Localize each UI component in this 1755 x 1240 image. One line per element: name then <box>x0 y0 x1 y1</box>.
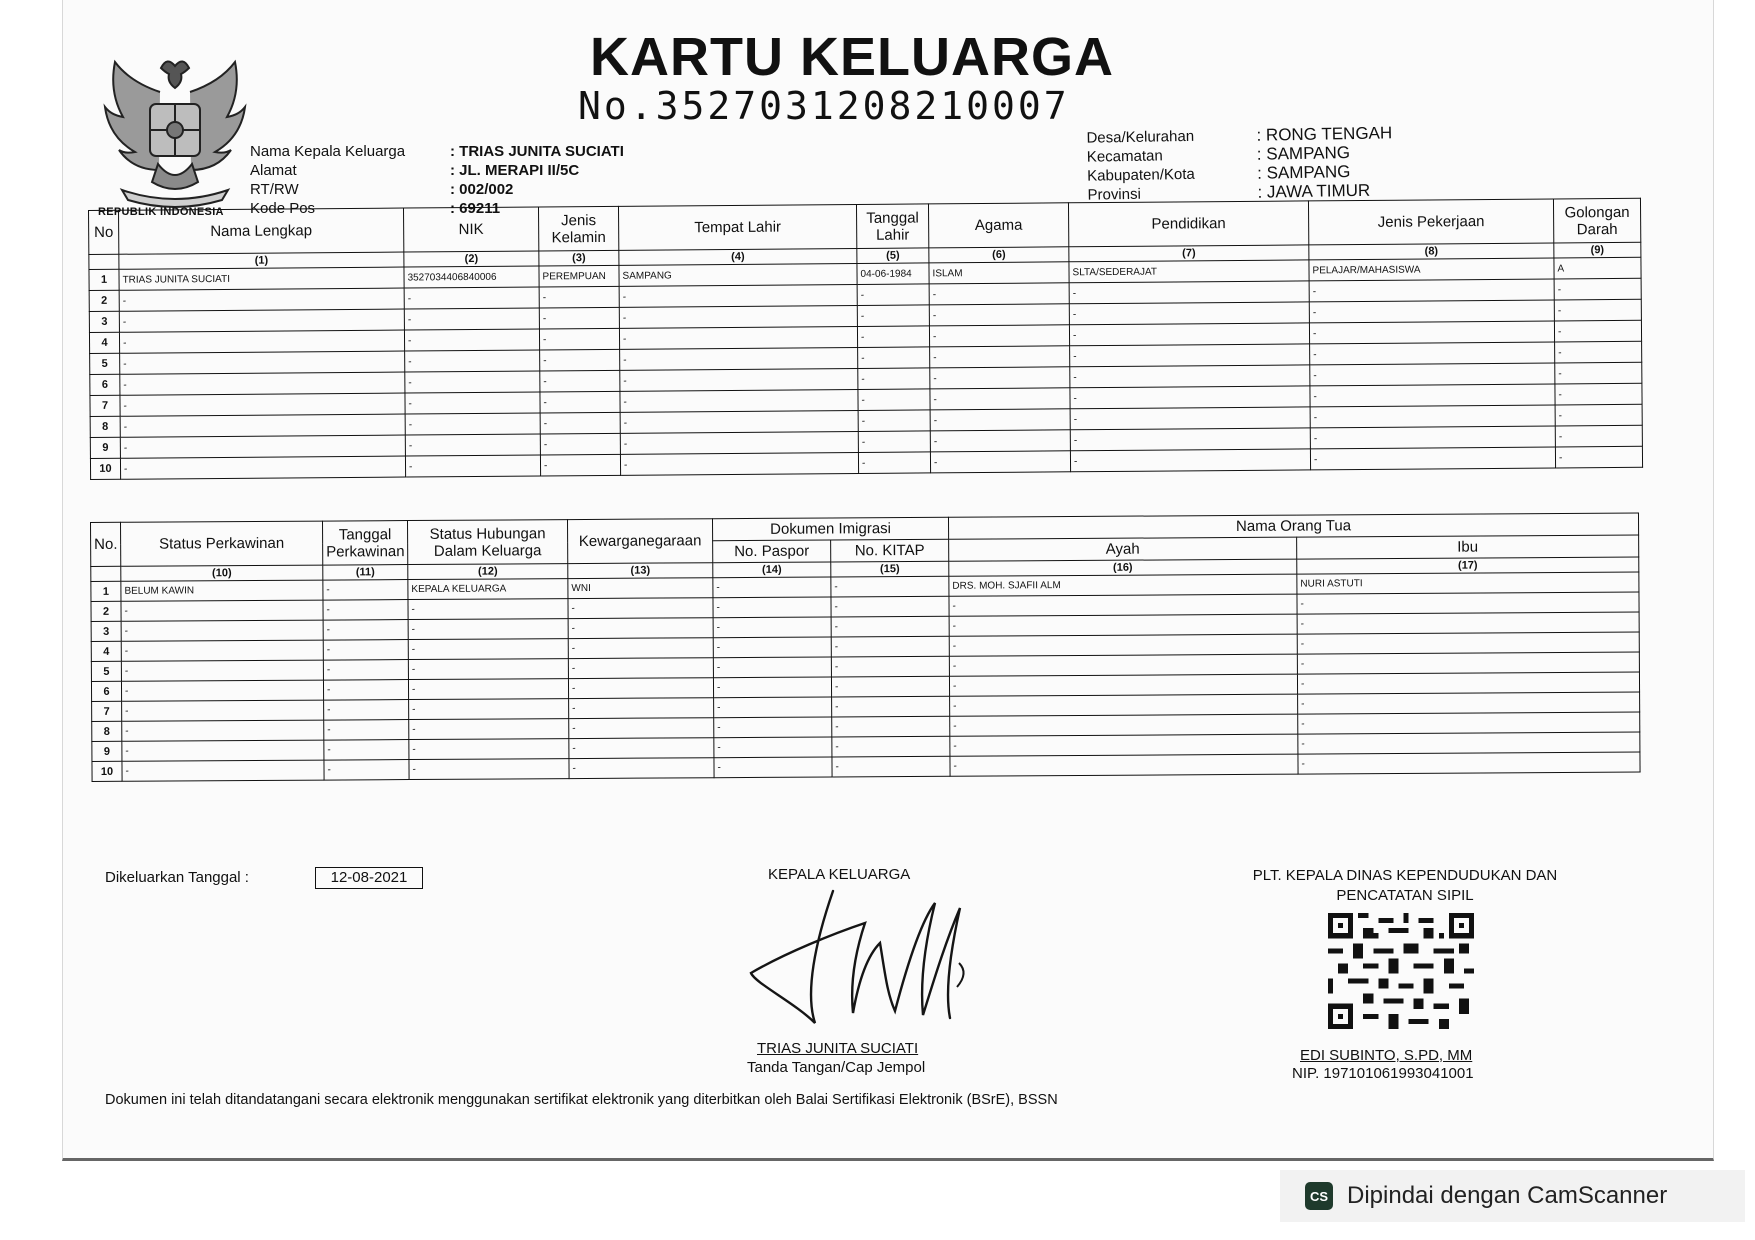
table-cell: - <box>120 414 405 437</box>
table-cell: - <box>714 757 832 778</box>
table-cell: - <box>1298 692 1640 714</box>
table-cell: - <box>540 433 620 455</box>
row-number: 1 <box>91 581 121 601</box>
column-index: (7) <box>1069 245 1309 262</box>
table-cell: - <box>323 660 408 681</box>
table-cell: - <box>120 372 405 395</box>
table-cell: - <box>540 370 620 392</box>
column-index: (9) <box>1554 242 1641 258</box>
table-cell: - <box>832 756 950 777</box>
table-cell: - <box>1297 612 1639 634</box>
table-cell: - <box>1297 652 1639 674</box>
emblem-caption: REPUBLIK INDONESIA <box>98 206 224 218</box>
issued-date-value: 12-08-2021 <box>315 867 423 889</box>
column-index: (12) <box>408 564 568 580</box>
table-cell: - <box>1069 281 1309 304</box>
table-cell: - <box>831 636 949 657</box>
col-header: Golongan Darah <box>1553 198 1640 243</box>
table-cell: - <box>949 594 1297 616</box>
table-cell: - <box>713 677 831 698</box>
table-cell: - <box>713 597 831 618</box>
row-number: 10 <box>90 458 120 479</box>
table-cell: - <box>1297 592 1639 614</box>
table-cell: - <box>858 452 930 474</box>
col-header: Ayah <box>949 537 1297 561</box>
table-cell: - <box>1555 425 1642 447</box>
table-cell: - <box>119 309 404 332</box>
table-cell: - <box>408 639 568 660</box>
table-cell: - <box>323 580 408 601</box>
field-label: Kecamatan <box>1086 147 1163 166</box>
signature-caption: Tanda Tangan/Cap Jempol <box>747 1059 926 1076</box>
table-cell: DRS. MOH. SJAFII ALM <box>949 574 1297 596</box>
field-value: : 69211 <box>450 200 501 217</box>
table-cell: - <box>832 716 950 737</box>
table-cell: - <box>569 718 714 739</box>
table-cell: - <box>930 388 1070 410</box>
table-cell: - <box>1069 302 1309 325</box>
table-cell: - <box>1554 299 1641 321</box>
column-index: (8) <box>1309 243 1554 260</box>
table-cell: - <box>713 617 831 638</box>
table-cell: - <box>323 620 408 641</box>
garuda-emblem-icon <box>100 52 250 217</box>
table-cell: - <box>568 598 713 619</box>
table-cell: - <box>1070 449 1310 472</box>
field-label: Provinsi <box>1087 185 1142 204</box>
table-cell: 04-06-1984 <box>857 263 929 285</box>
official-name: EDI SUBINTO, S.PD, MM <box>1300 1047 1473 1064</box>
table-cell: PELAJAR/MAHASISWA <box>1309 258 1554 281</box>
column-index: (14) <box>713 562 831 578</box>
table-cell: - <box>409 739 569 760</box>
official-nip: NIP. 197101061993041001 <box>1292 1065 1474 1082</box>
table-cell: - <box>1297 632 1639 654</box>
field-label: Alamat <box>250 162 297 179</box>
table-cell: - <box>121 660 323 681</box>
col-header: Agama <box>928 203 1068 248</box>
table-cell: - <box>539 286 619 308</box>
table-cell: - <box>323 600 408 621</box>
table-cell: - <box>858 347 930 369</box>
table-cell: - <box>121 640 323 661</box>
col-header: Jenis Pekerjaan <box>1308 199 1553 245</box>
table-cell: - <box>540 454 620 476</box>
table-cell: - <box>1555 362 1642 384</box>
table-cell: - <box>858 368 930 390</box>
table-cell: - <box>539 307 619 329</box>
table-cell: - <box>620 347 858 370</box>
table-cell: - <box>714 737 832 758</box>
table-cell: - <box>1309 321 1554 344</box>
col-header: No. Paspor <box>713 540 831 563</box>
table-cell: - <box>323 640 408 661</box>
table-cell: - <box>1310 447 1555 470</box>
column-index: (15) <box>831 561 949 577</box>
table-cell: - <box>1298 752 1640 774</box>
row-number: 1 <box>89 269 119 290</box>
family-info-row <box>250 161 624 180</box>
handwritten-signature <box>745 883 975 1033</box>
table-cell: - <box>832 736 950 757</box>
members-table <box>88 198 1643 480</box>
table-cell: - <box>620 368 858 391</box>
field-label: Nama Kepala Keluarga <box>250 143 406 160</box>
table-cell: - <box>408 679 568 700</box>
table-cell: - <box>405 350 540 372</box>
table-cell: - <box>619 326 857 349</box>
col-header: Dokumen Imigrasi <box>712 517 948 540</box>
table-cell: - <box>1554 320 1641 342</box>
table-cell: SAMPANG <box>619 263 857 286</box>
table-cell: - <box>620 452 858 475</box>
table-cell: - <box>120 393 405 416</box>
col-header: Tempat Lahir <box>618 204 856 250</box>
table-cell: - <box>713 637 831 658</box>
table-cell: - <box>1310 426 1555 449</box>
table-cell: - <box>1070 386 1310 409</box>
table-cell: 3527034406840006 <box>404 266 539 288</box>
table-cell: - <box>540 391 620 413</box>
table-cell: - <box>405 434 540 456</box>
field-label: RT/RW <box>250 181 299 198</box>
col-header: Ibu <box>1297 535 1639 559</box>
field-value: : JAWA TIMUR <box>1257 180 1371 202</box>
col-header: No. KITAP <box>831 539 949 562</box>
table-cell: - <box>408 619 568 640</box>
table-cell: - <box>1555 341 1642 363</box>
table-cell: WNI <box>568 578 713 599</box>
table-cell: - <box>950 694 1298 716</box>
table-cell: - <box>404 287 539 309</box>
table-cell: BELUM KAWIN <box>121 580 323 601</box>
table-cell: - <box>858 431 930 453</box>
table-cell: - <box>539 328 619 350</box>
table-cell: - <box>404 329 539 351</box>
table-cell: - <box>120 435 405 458</box>
col-header: No. <box>91 522 121 566</box>
table-cell: - <box>858 410 930 432</box>
column-index <box>89 254 119 269</box>
table-cell: - <box>1310 363 1555 386</box>
field-value: : SAMPANG <box>1256 143 1351 164</box>
column-index <box>91 566 121 581</box>
table-cell: - <box>405 413 540 435</box>
column-index: (3) <box>539 250 619 266</box>
table-cell: - <box>831 576 949 597</box>
table-cell: - <box>714 717 832 738</box>
table-cell: - <box>930 346 1070 368</box>
table-cell: - <box>324 740 409 761</box>
table-cell: - <box>857 305 929 327</box>
col-header: Tanggal Lahir <box>856 204 928 249</box>
column-index: (6) <box>929 247 1069 263</box>
table-cell: - <box>540 412 620 434</box>
table-cell: - <box>930 451 1070 473</box>
table-cell: - <box>714 697 832 718</box>
table-cell: - <box>121 600 323 621</box>
table-cell: - <box>713 657 831 678</box>
table-cell: - <box>122 760 324 781</box>
head-of-family-name: TRIAS JUNITA SUCIATI <box>757 1040 919 1057</box>
table-cell: - <box>1555 383 1642 405</box>
table-cell: - <box>929 304 1069 326</box>
field-value: : JL. MERAPI II/5C <box>450 162 580 179</box>
column-index: (4) <box>619 248 857 265</box>
table-cell: - <box>1298 732 1640 754</box>
field-value: : 002/002 <box>450 181 514 198</box>
table-cell: - <box>120 456 405 479</box>
field-label: Desa/Kelurahan <box>1086 127 1195 147</box>
row-number: 5 <box>91 661 121 681</box>
table-cell: - <box>831 676 949 697</box>
table-cell: - <box>950 734 1298 756</box>
field-label: Kabupaten/Kota <box>1087 165 1195 185</box>
family-info-row <box>250 180 624 199</box>
table-cell: - <box>569 738 714 759</box>
table-cell: NURI ASTUTI <box>1297 572 1639 594</box>
column-index: (13) <box>568 563 713 579</box>
col-header: Tanggal Perkawinan <box>322 521 407 566</box>
table-cell: - <box>831 596 949 617</box>
table-cell: - <box>323 680 408 701</box>
column-index: (1) <box>119 252 404 269</box>
table-cell: - <box>120 351 405 374</box>
table-cell: - <box>1555 404 1642 426</box>
table-cell: - <box>620 431 858 454</box>
table-cell: - <box>569 758 714 779</box>
table-cell: - <box>713 577 831 598</box>
table-cell: - <box>568 678 713 699</box>
column-index: (5) <box>857 248 929 264</box>
column-index: (16) <box>949 559 1297 576</box>
table-cell: - <box>857 284 929 306</box>
row-number: 5 <box>90 353 120 374</box>
row-number: 3 <box>91 621 121 641</box>
column-index: (17) <box>1297 557 1639 574</box>
table-cell: - <box>1309 279 1554 302</box>
table-cell: - <box>119 288 404 311</box>
field-label: Kode Pos <box>250 200 316 217</box>
table-cell: - <box>930 409 1070 431</box>
table-cell: - <box>409 699 569 720</box>
row-number: 3 <box>89 311 119 332</box>
table-cell: - <box>858 389 930 411</box>
family-card-number: No.3527031208210007 <box>578 84 1070 128</box>
head-of-family-title: KEPALA KELUARGA <box>768 866 911 883</box>
col-header: Nama Orang Tua <box>948 513 1638 539</box>
table-cell: - <box>405 455 540 477</box>
table-cell: - <box>568 618 713 639</box>
row-number: 4 <box>91 641 121 661</box>
table-cell: - <box>930 430 1070 452</box>
issued-date-label: Dikeluarkan Tanggal : <box>105 869 249 886</box>
table-cell: - <box>857 326 929 348</box>
table-cell: - <box>832 696 950 717</box>
table-cell: - <box>1298 712 1640 734</box>
table-cell: - <box>1554 278 1641 300</box>
row-number: 10 <box>92 761 122 781</box>
table-cell: PEREMPUAN <box>539 265 619 287</box>
table-cell: - <box>409 759 569 780</box>
table-cell: - <box>1310 384 1555 407</box>
table-cell: - <box>1069 323 1309 346</box>
table-cell: ISLAM <box>929 262 1069 284</box>
table-cell: TRIAS JUNITA SUCIATI <box>119 267 404 290</box>
table-cell: - <box>121 680 323 701</box>
row-number: 7 <box>92 701 122 721</box>
table-cell: - <box>1310 342 1555 365</box>
table-cell: - <box>949 634 1297 656</box>
table-cell: - <box>408 659 568 680</box>
col-header: Status Hubungan Dalam Keluarga <box>407 520 567 565</box>
column-index: (10) <box>121 565 323 581</box>
table-cell: - <box>119 330 404 353</box>
table-cell: - <box>949 654 1297 676</box>
field-value: : TRIAS JUNITA SUCIATI <box>450 143 624 160</box>
field-value: : RONG TENGAH <box>1256 123 1393 145</box>
row-number: 9 <box>90 437 120 458</box>
table-cell: - <box>122 740 324 761</box>
row-number: 6 <box>90 374 120 395</box>
column-index: (2) <box>404 251 539 267</box>
col-header: Kewarganegaraan <box>567 519 712 564</box>
table-cell: - <box>949 674 1297 696</box>
table-cell: - <box>929 325 1069 347</box>
document-title: KARTU KELUARGA <box>590 27 1114 87</box>
row-number: 8 <box>92 721 122 741</box>
table-cell: - <box>619 284 857 307</box>
table-cell: KEPALA KELUARGA <box>408 579 568 600</box>
col-header: Jenis Kelamin <box>538 206 618 251</box>
table-cell: - <box>1310 405 1555 428</box>
table-cell: - <box>405 371 540 393</box>
table-cell: - <box>1070 365 1310 388</box>
col-header: No <box>89 210 119 254</box>
table-cell: - <box>324 760 409 781</box>
scanner-watermark-text: Dipindai dengan CamScanner <box>1347 1182 1668 1209</box>
table-cell: - <box>929 283 1069 305</box>
table-cell: - <box>949 614 1297 636</box>
scanner-watermark <box>1280 1170 1745 1222</box>
table-cell: - <box>540 349 620 371</box>
col-header: Status Perkawinan <box>121 521 323 566</box>
table-cell: - <box>620 389 858 412</box>
relations-table <box>90 513 1641 782</box>
table-cell: - <box>1070 428 1310 451</box>
row-number: 4 <box>89 332 119 353</box>
table-cell: - <box>950 714 1298 736</box>
table-cell: - <box>409 719 569 740</box>
table-cell: - <box>1297 672 1639 694</box>
table-cell: - <box>324 720 409 741</box>
region-info <box>1086 123 1393 204</box>
table-cell: - <box>408 599 568 620</box>
table-cell: - <box>950 754 1298 776</box>
table-cell: - <box>324 700 409 721</box>
table-cell: SLTA/SEDERAJAT <box>1069 260 1309 283</box>
row-number: 2 <box>91 601 121 621</box>
col-header: Nama Lengkap <box>119 208 404 254</box>
table-cell: - <box>121 620 323 641</box>
table-cell: - <box>1309 300 1554 323</box>
official-title: PLT. KEPALA DINAS KEPENDUDUKAN DAN PENCATATAN SIPIL <box>1252 867 1558 904</box>
row-number: 2 <box>89 290 119 311</box>
column-index: (11) <box>323 565 408 581</box>
table-cell: - <box>122 720 324 741</box>
table-cell: - <box>1070 344 1310 367</box>
table-cell: - <box>620 410 858 433</box>
table-cell: - <box>831 656 949 677</box>
table-cell: - <box>1070 407 1310 430</box>
table-cell: - <box>568 658 713 679</box>
table-cell: - <box>404 308 539 330</box>
table-cell: - <box>122 700 324 721</box>
family-info-row <box>250 142 624 161</box>
table-cell: - <box>405 392 540 414</box>
row-number: 9 <box>92 741 122 761</box>
table-cell: - <box>569 698 714 719</box>
row-number: 6 <box>91 681 121 701</box>
qr-code-icon <box>1328 912 1474 1030</box>
table-cell: - <box>619 305 857 328</box>
col-header: Pendidikan <box>1068 201 1308 247</box>
col-header: NIK <box>403 207 538 252</box>
camscanner-logo-icon: CS <box>1305 1182 1333 1210</box>
table-cell: - <box>930 367 1070 389</box>
table-cell: - <box>1555 446 1642 468</box>
row-number: 8 <box>90 416 120 437</box>
row-number: 7 <box>90 395 120 416</box>
field-value: : SAMPANG <box>1256 162 1351 183</box>
electronic-signature-note: Dokumen ini telah ditandatangani secara elektronik menggunakan sertifikat elektronik yang diterbitkan oleh Balai Sertifikasi Elektronik (BSrE), BSSN <box>105 1092 1058 1108</box>
table-cell: - <box>568 638 713 659</box>
table-cell: A <box>1554 257 1641 279</box>
table-cell: - <box>831 616 949 637</box>
